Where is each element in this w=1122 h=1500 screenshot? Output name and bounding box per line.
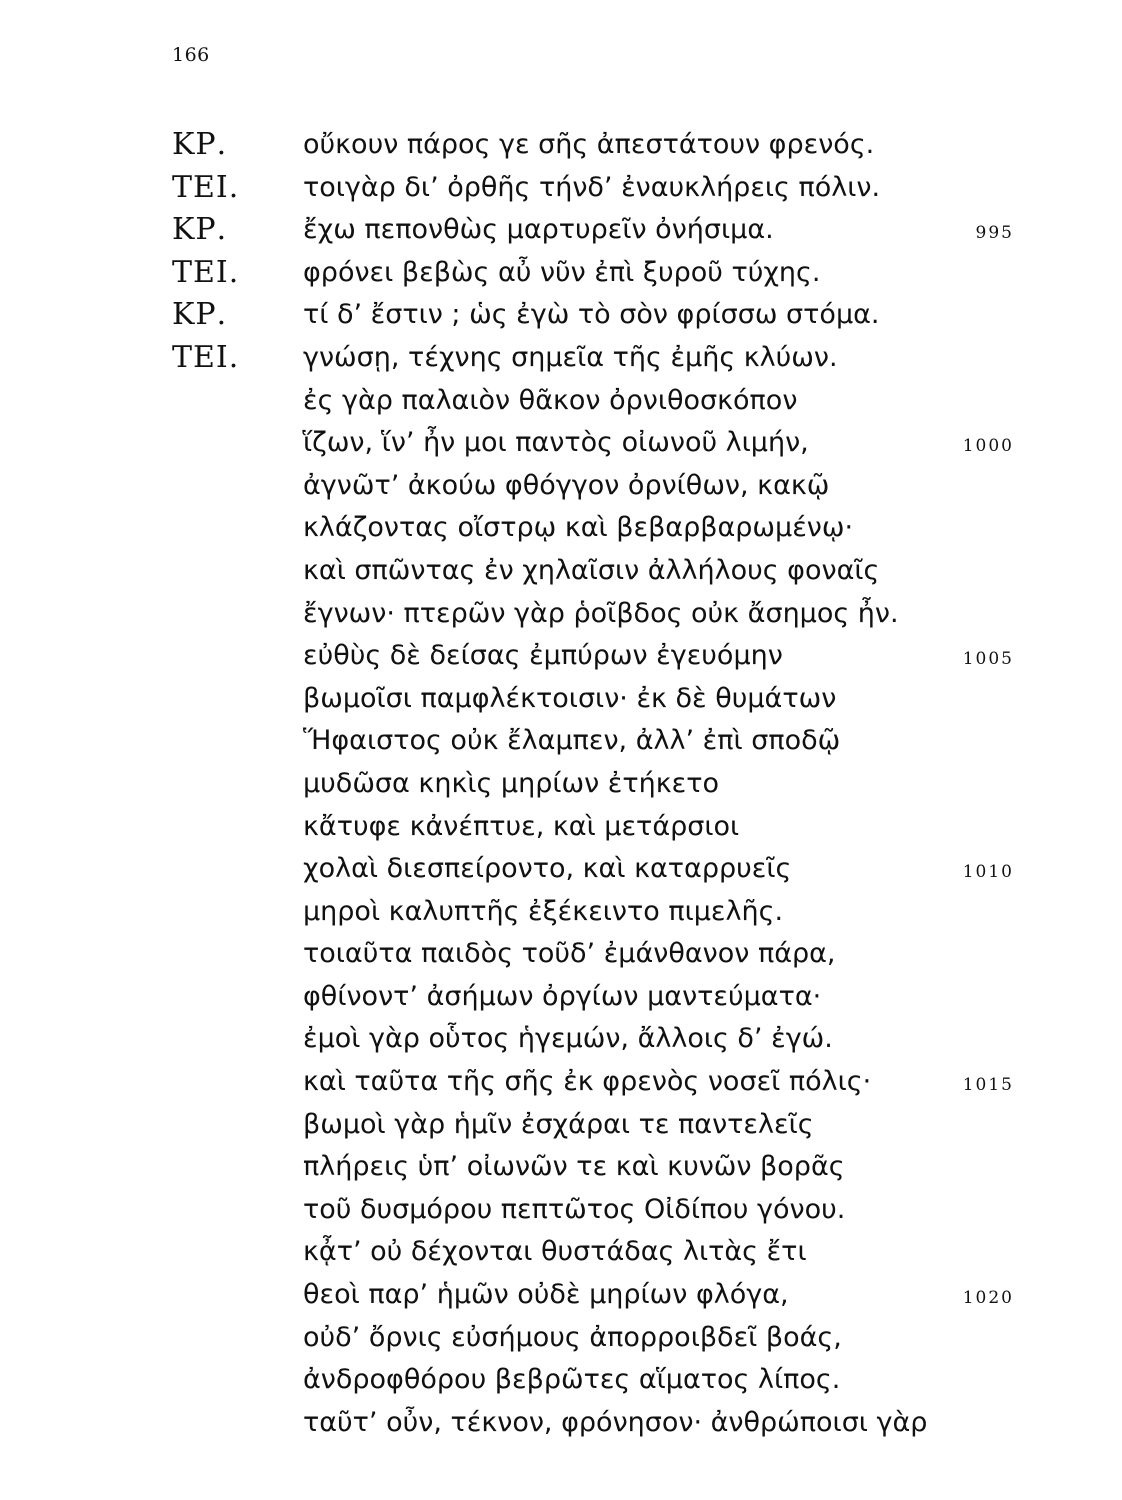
- verse-line: [0, 1321, 1122, 1364]
- speaker-label: ΚΡ.: [172, 297, 228, 333]
- line-number: 995: [975, 223, 1014, 244]
- verse-text: ἔγνων· πτερῶν γὰρ ῥοῖβδος οὐκ ἄσημος ἦν.: [303, 597, 899, 629]
- verse-line: [0, 1406, 1122, 1449]
- verse-text: τοῦ δυσμόρου πεπτῶτος Οἰδίπου γόνου.: [303, 1193, 846, 1225]
- verse-text: καὶ ταῦτα τῆς σῆς ἐκ φρενὸς νοσεῖ πόλις·: [303, 1066, 872, 1098]
- verse-text: κἄτυφε κἀνέπτυε, καὶ μετάρσιοι: [303, 810, 740, 842]
- verse-text: εὐθὺς δὲ δείσας ἐμπύρων ἐγευόμην: [303, 640, 783, 672]
- verse-line: [0, 639, 1122, 682]
- verse-text: βωμοὶ γὰρ ἡμῖν ἐσχάραι τε παντελεῖς: [303, 1108, 814, 1140]
- verse-line: [0, 1022, 1122, 1065]
- verse-line: [0, 1150, 1122, 1193]
- verse-text: γνώσῃ, τέχνης σημεῖα τῆς ἐμῆς κλύων.: [303, 341, 838, 373]
- line-number: 1020: [962, 1288, 1014, 1309]
- verse-text: ἀνδροφθόρου βεβρῶτες αἵματος λίπος.: [303, 1364, 841, 1396]
- verse-text: τοιαῦτα παιδὸς τοῦδ’ ἐμάνθανον πάρα,: [303, 938, 836, 970]
- verse-text: οὐδ’ ὄρνις εὐσήμους ἀπορροιβδεῖ βοάς,: [303, 1321, 842, 1353]
- verse-line: [0, 1065, 1122, 1108]
- verse-text: τοιγὰρ δι’ ὀρθῆς τήνδ’ ἐναυκλήρεις πόλιν.: [303, 171, 881, 203]
- verse-text: φθίνοντ’ ἀσήμων ὀργίων μαντεύματα·: [303, 980, 822, 1012]
- page-number: 166: [172, 44, 210, 66]
- verse-text: ἀγνῶτ’ ἀκούω φθόγγον ὀρνίθων, κακῷ: [303, 469, 830, 501]
- verse-line: [0, 1235, 1122, 1278]
- verse-text: κᾆτ’ οὐ δέχονται θυστάδας λιτὰς ἔτι: [303, 1236, 807, 1268]
- verse-text: βωμοῖσι παμφλέκτοισιν· ἐκ δὲ θυμάτων: [303, 682, 837, 714]
- verse-line: [0, 980, 1122, 1023]
- speaker-label: ΤΕΙ.: [172, 339, 240, 375]
- verse-block: [0, 128, 1122, 1448]
- verse-line: [0, 895, 1122, 938]
- verse-text: πλήρεις ὑπ’ οἰωνῶν τε καὶ κυνῶν βορᾶς: [303, 1151, 845, 1183]
- verse-line: [0, 213, 1122, 256]
- verse-line: [0, 597, 1122, 640]
- verse-line: [0, 256, 1122, 299]
- verse-line: [0, 767, 1122, 810]
- verse-line: [0, 1193, 1122, 1236]
- line-number: 1010: [962, 862, 1014, 883]
- verse-line: [0, 554, 1122, 597]
- verse-line: [0, 341, 1122, 384]
- verse-line: [0, 810, 1122, 853]
- verse-line: [0, 937, 1122, 980]
- verse-line: [0, 171, 1122, 214]
- verse-text: ταῦτ’ οὖν, τέκνον, φρόνησον· ἀνθρώποισι γὰρ: [303, 1406, 928, 1438]
- verse-text: Ἥφαιστος οὐκ ἔλαμπεν, ἀλλ’ ἐπὶ σποδῷ: [303, 725, 841, 757]
- verse-text: χολαὶ διεσπείροντο, καὶ καταρρυεῖς: [303, 853, 792, 885]
- verse-line: [0, 1278, 1122, 1321]
- verse-text: ἐς γὰρ παλαιὸν θᾶκον ὀρνιθοσκόπον: [303, 384, 798, 416]
- verse-line: [0, 682, 1122, 725]
- verse-line: [0, 724, 1122, 767]
- speaker-label: ΤΕΙ.: [172, 169, 240, 205]
- verse-line: [0, 852, 1122, 895]
- verse-text: οὔκουν πάρος γε σῆς ἀπεστάτουν φρενός.: [303, 129, 875, 160]
- verse-line: [0, 426, 1122, 469]
- verse-line: [0, 1108, 1122, 1151]
- verse-text: ἵζων, ἵν’ ἦν μοι παντὸς οἰωνοῦ λιμήν,: [303, 427, 809, 459]
- verse-text: ἐμοὶ γὰρ οὗτος ἡγεμών, ἄλλοις δ’ ἐγώ.: [303, 1023, 833, 1055]
- verse-line: [0, 469, 1122, 512]
- verse-text: θεοὶ παρ’ ἡμῶν οὐδὲ μηρίων φλόγα,: [303, 1279, 789, 1311]
- line-number: 1005: [962, 649, 1014, 670]
- verse-line: [0, 384, 1122, 427]
- verse-text: φρόνει βεβὼς αὖ νῦν ἐπὶ ξυροῦ τύχης.: [303, 256, 821, 288]
- line-number: 1015: [962, 1075, 1014, 1096]
- verse-text: τί δ’ ἔστιν ; ὡς ἐγὼ τὸ σὸν φρίσσω στόμα.: [303, 299, 880, 331]
- speaker-label: ΚΡ.: [172, 127, 228, 162]
- speaker-label: ΚΡ.: [172, 212, 228, 248]
- line-number: 1000: [962, 436, 1014, 457]
- verse-text: καὶ σπῶντας ἐν χηλαῖσιν ἀλλήλους φοναῖς: [303, 554, 880, 586]
- verse-text: μηροὶ καλυπτῆς ἐξέκειντο πιμελῆς.: [303, 895, 784, 927]
- verse-line: [0, 511, 1122, 554]
- verse-line: [0, 298, 1122, 341]
- verse-text: ἔχω πεπονθὼς μαρτυρεῖν ὀνήσιμα.: [303, 214, 774, 246]
- verse-line: [0, 128, 1122, 171]
- speaker-label: ΤΕΙ.: [172, 254, 240, 290]
- verse-line: [0, 1363, 1122, 1406]
- verse-text: μυδῶσα κηκὶς μηρίων ἐτήκετο: [303, 767, 720, 799]
- verse-text: κλάζοντας οἴστρῳ καὶ βεβαρβαρωμένῳ·: [303, 512, 854, 544]
